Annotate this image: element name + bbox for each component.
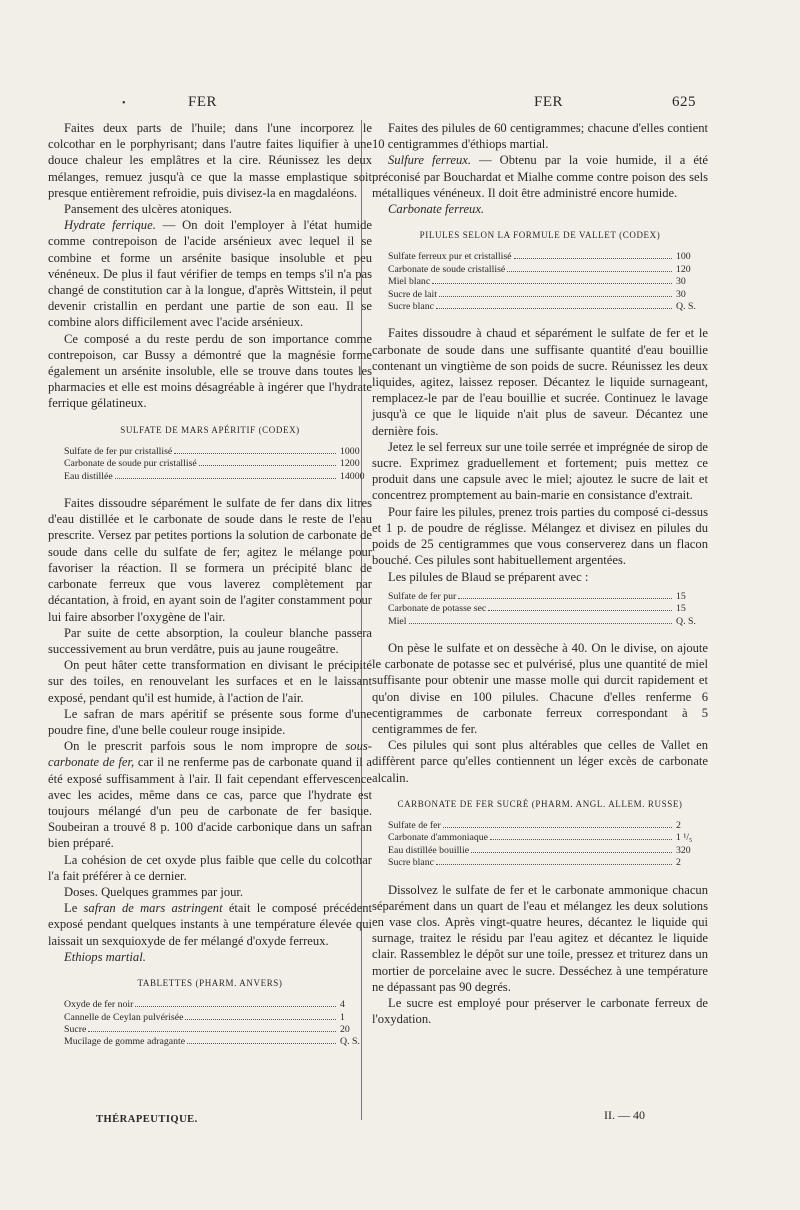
paragraph: Sulfure ferreux. — Obtenu par la voie humide, il a été préconisé par Bouchardat et Mialhe comme contre poison des sels métalliques vénéneux. Il doit être administré encore humide. (372, 153, 709, 200)
ingredient-name: Eau distillée bouillie (388, 844, 470, 856)
paragraph: Par suite de cette absorption, la couleur blanche passera successivement au brun verdâtre, puis au jaune rougeâtre. (48, 625, 372, 656)
ingredient-quantity: 1000 (340, 445, 360, 457)
leader-dots (88, 1030, 336, 1032)
signature-mark: THÉRAPEUTIQUE. (96, 1114, 198, 1125)
ingredient-quantity: 30 (676, 288, 686, 300)
recipe-title: TABLETTES (PHARM. ANVERS) (137, 977, 283, 988)
leader-dots (432, 282, 672, 284)
recipe-row (388, 832, 708, 844)
paragraph: Ce composé a du reste perdu de son importance comme contrepoison, car Bussy a démontré que la magnésie forme également un arsénite insoluble, elle se trouve dans toutes les pharmacies et elle est moins désagréable à ingérer que l'hydrate ferrique gélatineux. (48, 331, 372, 411)
term: sous-carbonate de fer, (48, 739, 372, 770)
leader-dots (135, 1005, 336, 1007)
recipe-title: SULFATE DE MARS APÉRITIF (CODEX) (120, 424, 300, 435)
ingredient-name: Carbonate de soude cristallisé (388, 263, 506, 275)
recipe-row (388, 301, 708, 313)
ingredient-quantity: 4 (340, 999, 345, 1011)
paragraph (48, 949, 372, 965)
recipe-row (64, 1012, 372, 1024)
ingredient-name: Sulfate ferreux pur et cristallisé (388, 251, 512, 263)
paragraph: Dissolvez le sulfate de fer et le carbonate ammonique chacun séparément dans un quart de l'eau et mélangez les deux solutions en vase clos. Après vingt-quatre heures, décantez le liquide qui surnage, traitez le résidu par l'eau agitez et décantez le liquide clair. Rassemblez le dépôt sur une toile, pressez et triturez dans un mortier de porcelaine avec le sucre. Desséchez à une température ne dépassant pas 90 degrés. (372, 882, 708, 994)
leader-dots (174, 452, 336, 454)
paragraph: Faites dissoudre à chaud et séparément le sulfate de fer et le carbonate de soude dans une suffisante quantité d'eau bouillie contenant un vingtième de son poids de sucre. Réunissez les deux liquides, agitez, laissez reposer. Décantez le liquide surnageant, remplacez-le par de l'eau bouillie et sucrée. Continuez le lavage jusqu'à ce que le liquide n'ait plus de saveur. Décantez une dernière fois. (372, 326, 708, 438)
right-column (372, 120, 708, 1027)
left-column (48, 120, 372, 1061)
ingredient-name: Miel blanc (388, 276, 431, 288)
ingredient-quantity: 15 (676, 603, 686, 615)
ingredient-name: Sucre blanc (388, 857, 434, 869)
paragraph (372, 201, 708, 217)
leader-dots (436, 307, 672, 309)
running-head-left: FER (188, 94, 218, 110)
recipe-table (388, 591, 708, 628)
ingredient-name: Sulfate de fer pur (388, 590, 457, 602)
paragraph: Faites dissoudre séparément le sulfate de fer dans dix litres d'eau distillée et le carbonate de soude dans le reste de l'eau prescrite. Versez par petites portions la solution de carbonate de soude dans celle du sulfate de fer; agitez le mélange pour favoriser la réaction. Il se formera un précipité blanc de carbonate ferreux que vous laverez complètement par décantation, à froid, en ayant soin de l'agiter constamment pour lui faire absorber l'oxygène de l'air. (48, 496, 372, 624)
paragraph: On le prescrit parfois sous le nom impropre de sous-carbonate de fer, car il ne renferme pas de carbonate quand il a été exposé suffisamment à l'air. Il fait cependant effervescence avec les acides, même dans ce cas, parce que l'hydrate est toujours mélangé d'un peu de carbonate de fer basique. Soubeiran a trouvé 8 p. 100 d'acide carbonique dans un safran bien préparé. (48, 739, 372, 851)
recipe-row (388, 857, 708, 869)
paragraph: Pansement des ulcères atoniques. (64, 202, 232, 217)
recipe-row (64, 1036, 372, 1048)
paragraph: Le sucre est employé pour préserver le carbonate ferreux de l'oxydation. (372, 996, 708, 1027)
ingredient-name: Sucre blanc (388, 301, 434, 313)
recipe-row (64, 1024, 372, 1036)
recipe-table (64, 446, 372, 483)
leader-dots (199, 464, 336, 466)
ingredient-quantity: 100 (676, 251, 691, 263)
recipe-title: PILULES SELON LA FORMULE DE VALLET (CODEX) (419, 230, 661, 241)
header-marker: • (122, 98, 127, 109)
recipe-row (388, 276, 708, 288)
ingredient-quantity: 1200 (340, 458, 360, 470)
recipe-table (388, 251, 708, 313)
ingredient-name: Carbonate de soude pur cristallisé (64, 458, 197, 470)
recipe-row (388, 289, 708, 301)
ingredient-name: Mucilage de gomme adragante (64, 1036, 186, 1048)
recipe-title: CARBONATE DE FER SUCRÉ (PHARM. ANGL. ALLEM. RUSSE) (397, 798, 683, 809)
paragraph: Pour faire les pilules, prenez trois parties du composé ci-dessus et 1 p. de poudre de réglisse. Mélangez et divisez en pilules du poids de 25 centigrammes que vous conserverez dans un flacon bouché. Ces pilules sont habituellement argentées. (372, 504, 708, 568)
recipe-row (388, 845, 708, 857)
ingredient-quantity: 2 (676, 819, 681, 831)
paragraph: Doses. Quelques grammes par jour. (64, 884, 244, 899)
recipe-row (388, 616, 708, 628)
ingredient-name: Cannelle de Ceylan pulvérisée (64, 1011, 184, 1023)
recipe-row (64, 446, 372, 458)
term: safran de mars astringent (83, 901, 223, 916)
term: Ethiops martial. (64, 949, 146, 964)
running-head-right: FER (534, 94, 564, 110)
paragraph: Hydrate ferrique. — On doit l'employer à l'état humide comme contrepoison de l'acide arsénieux avec lequel il se combine et forme un arsénite basique insoluble et peu vénéneux. De plus il faut vérifier de temps en temps s'il n'a pas changé de constitution car à la longue, d'après Wittstein, il peut devenir cristallin en perdant une partie de son eau. Il se combine alors difficilement avec l'acide arsénieux. (48, 218, 372, 330)
paragraph: Le safran de mars astringent était le composé précédent exposé pendant quelques instants à une température élevée qui laissait un sexquioxyde de fer mélangé d'oxyde ferreux. (48, 901, 373, 948)
ingredient-quantity: 20 (340, 1023, 350, 1035)
ingredient-quantity: 2 (676, 857, 681, 869)
recipe-row (64, 471, 372, 483)
recipe-row (388, 820, 708, 832)
paragraph: Faites deux parts de l'huile; dans l'une incorporez le colcothar en le porphyrisant; dans l'autre faites liquifier à une douce chaleur les emplâtres et la cire. Réunissez les deux mélanges, remuez jusqu'à ce que la masse emplastique soit presque entièrement refroidie, puis divisez-la en magdaléons. (48, 121, 372, 200)
recipe-row (388, 603, 708, 615)
paragraph: Ces pilules qui sont plus altérables que celles de Vallet en diffèrent parce qu'elles contiennent un léger excès de carbonate alcalin. (372, 738, 708, 785)
ingredient-quantity: 1 (340, 1011, 345, 1023)
leader-dots (443, 826, 672, 828)
term: Hydrate ferrique. (64, 218, 156, 233)
leader-dots (436, 863, 672, 865)
leader-dots (471, 851, 672, 853)
term: Carbonate ferreux. (388, 202, 485, 217)
recipe-row (388, 251, 708, 263)
recipe-table (64, 999, 372, 1049)
leader-dots (187, 1042, 336, 1044)
leader-dots (488, 609, 672, 611)
ingredient-quantity: 15 (676, 590, 686, 602)
ingredient-name: Sulfate de fer (388, 819, 441, 831)
leader-dots (458, 597, 672, 599)
leader-dots (439, 295, 672, 297)
sheet-signature: II. — 40 (604, 1108, 645, 1122)
ingredient-name: Sucre de lait (388, 288, 437, 300)
leader-dots (490, 838, 672, 840)
paragraph: Faites des pilules de 60 centigrammes; chacune d'elles contient 10 centigrammes d'éthiops martial. (372, 121, 708, 152)
recipe-row (388, 591, 708, 603)
ingredient-name: Eau distillée (64, 470, 113, 482)
ingredient-quantity: 320 (676, 844, 691, 856)
ingredient-name: Sucre (64, 1023, 87, 1035)
ingredient-quantity: 1 ¹/₅ (676, 832, 693, 844)
ingredient-quantity: Q. S. (340, 1036, 360, 1048)
ingredient-quantity: Q. S. (676, 301, 696, 313)
ingredient-name: Carbonate d'ammoniaque (388, 832, 488, 844)
leader-dots (514, 257, 673, 259)
ingredient-quantity: 120 (676, 263, 691, 275)
paragraph: Le safran de mars apéritif se présente sous forme d'une poudre fine, d'une belle couleur rouge insipide. (48, 706, 372, 737)
recipe-row (64, 999, 372, 1011)
leader-dots (115, 477, 336, 479)
paragraph: La cohésion de cet oxyde plus faible que celle du colcothar l'a fait préférer à ce dernier. (48, 852, 372, 883)
ingredient-name: Sulfate de fer pur cristallisé (64, 445, 173, 457)
paragraph: Les pilules de Blaud se préparent avec : (388, 569, 589, 584)
ingredient-quantity: 30 (676, 276, 686, 288)
ingredient-quantity: 14000 (340, 470, 365, 482)
ingredient-name: Miel (388, 615, 407, 627)
paragraph: Jetez le sel ferreux sur une toile serrée et imprégnée de sirop de sucre. Exprimez graduellement et fortement; puis mettez ce produit dans une capsule avec le miel; ajoutez le sucre de lait et concentrez promptement au bain-marie en consistance d'extrait. (372, 439, 708, 503)
paragraph: On pèse le sulfate et on dessèche à 40. On le divise, on ajoute le carbonate de potasse sec et pulvérisé, plus une quantité de miel suffisante pour obtenir une masse molle qui durcit rapidement et qu'on divise en 100 pilules. Chacune d'elles renferme 6 centigrammes de carbonate ferreux correspondant à 5 centigrammes de fer. (372, 640, 708, 736)
ingredient-name: Oxyde de fer noir (64, 999, 134, 1011)
ingredient-quantity: Q. S. (676, 615, 696, 627)
leader-dots (409, 622, 672, 624)
page-number: 625 (672, 94, 696, 110)
leader-dots (507, 270, 672, 272)
recipe-table (388, 820, 708, 870)
ingredient-name: Carbonate de potasse sec (388, 603, 487, 615)
recipe-row (388, 264, 708, 276)
term: Sulfure ferreux. (388, 153, 471, 168)
recipe-row (64, 458, 372, 470)
leader-dots (185, 1018, 336, 1020)
paragraph: On peut hâter cette transformation en divisant le précipité sur des toiles, en renouvelant les surfaces et en le laissant exposé, pendant qu'il est humide, à l'action de l'air. (48, 658, 372, 705)
